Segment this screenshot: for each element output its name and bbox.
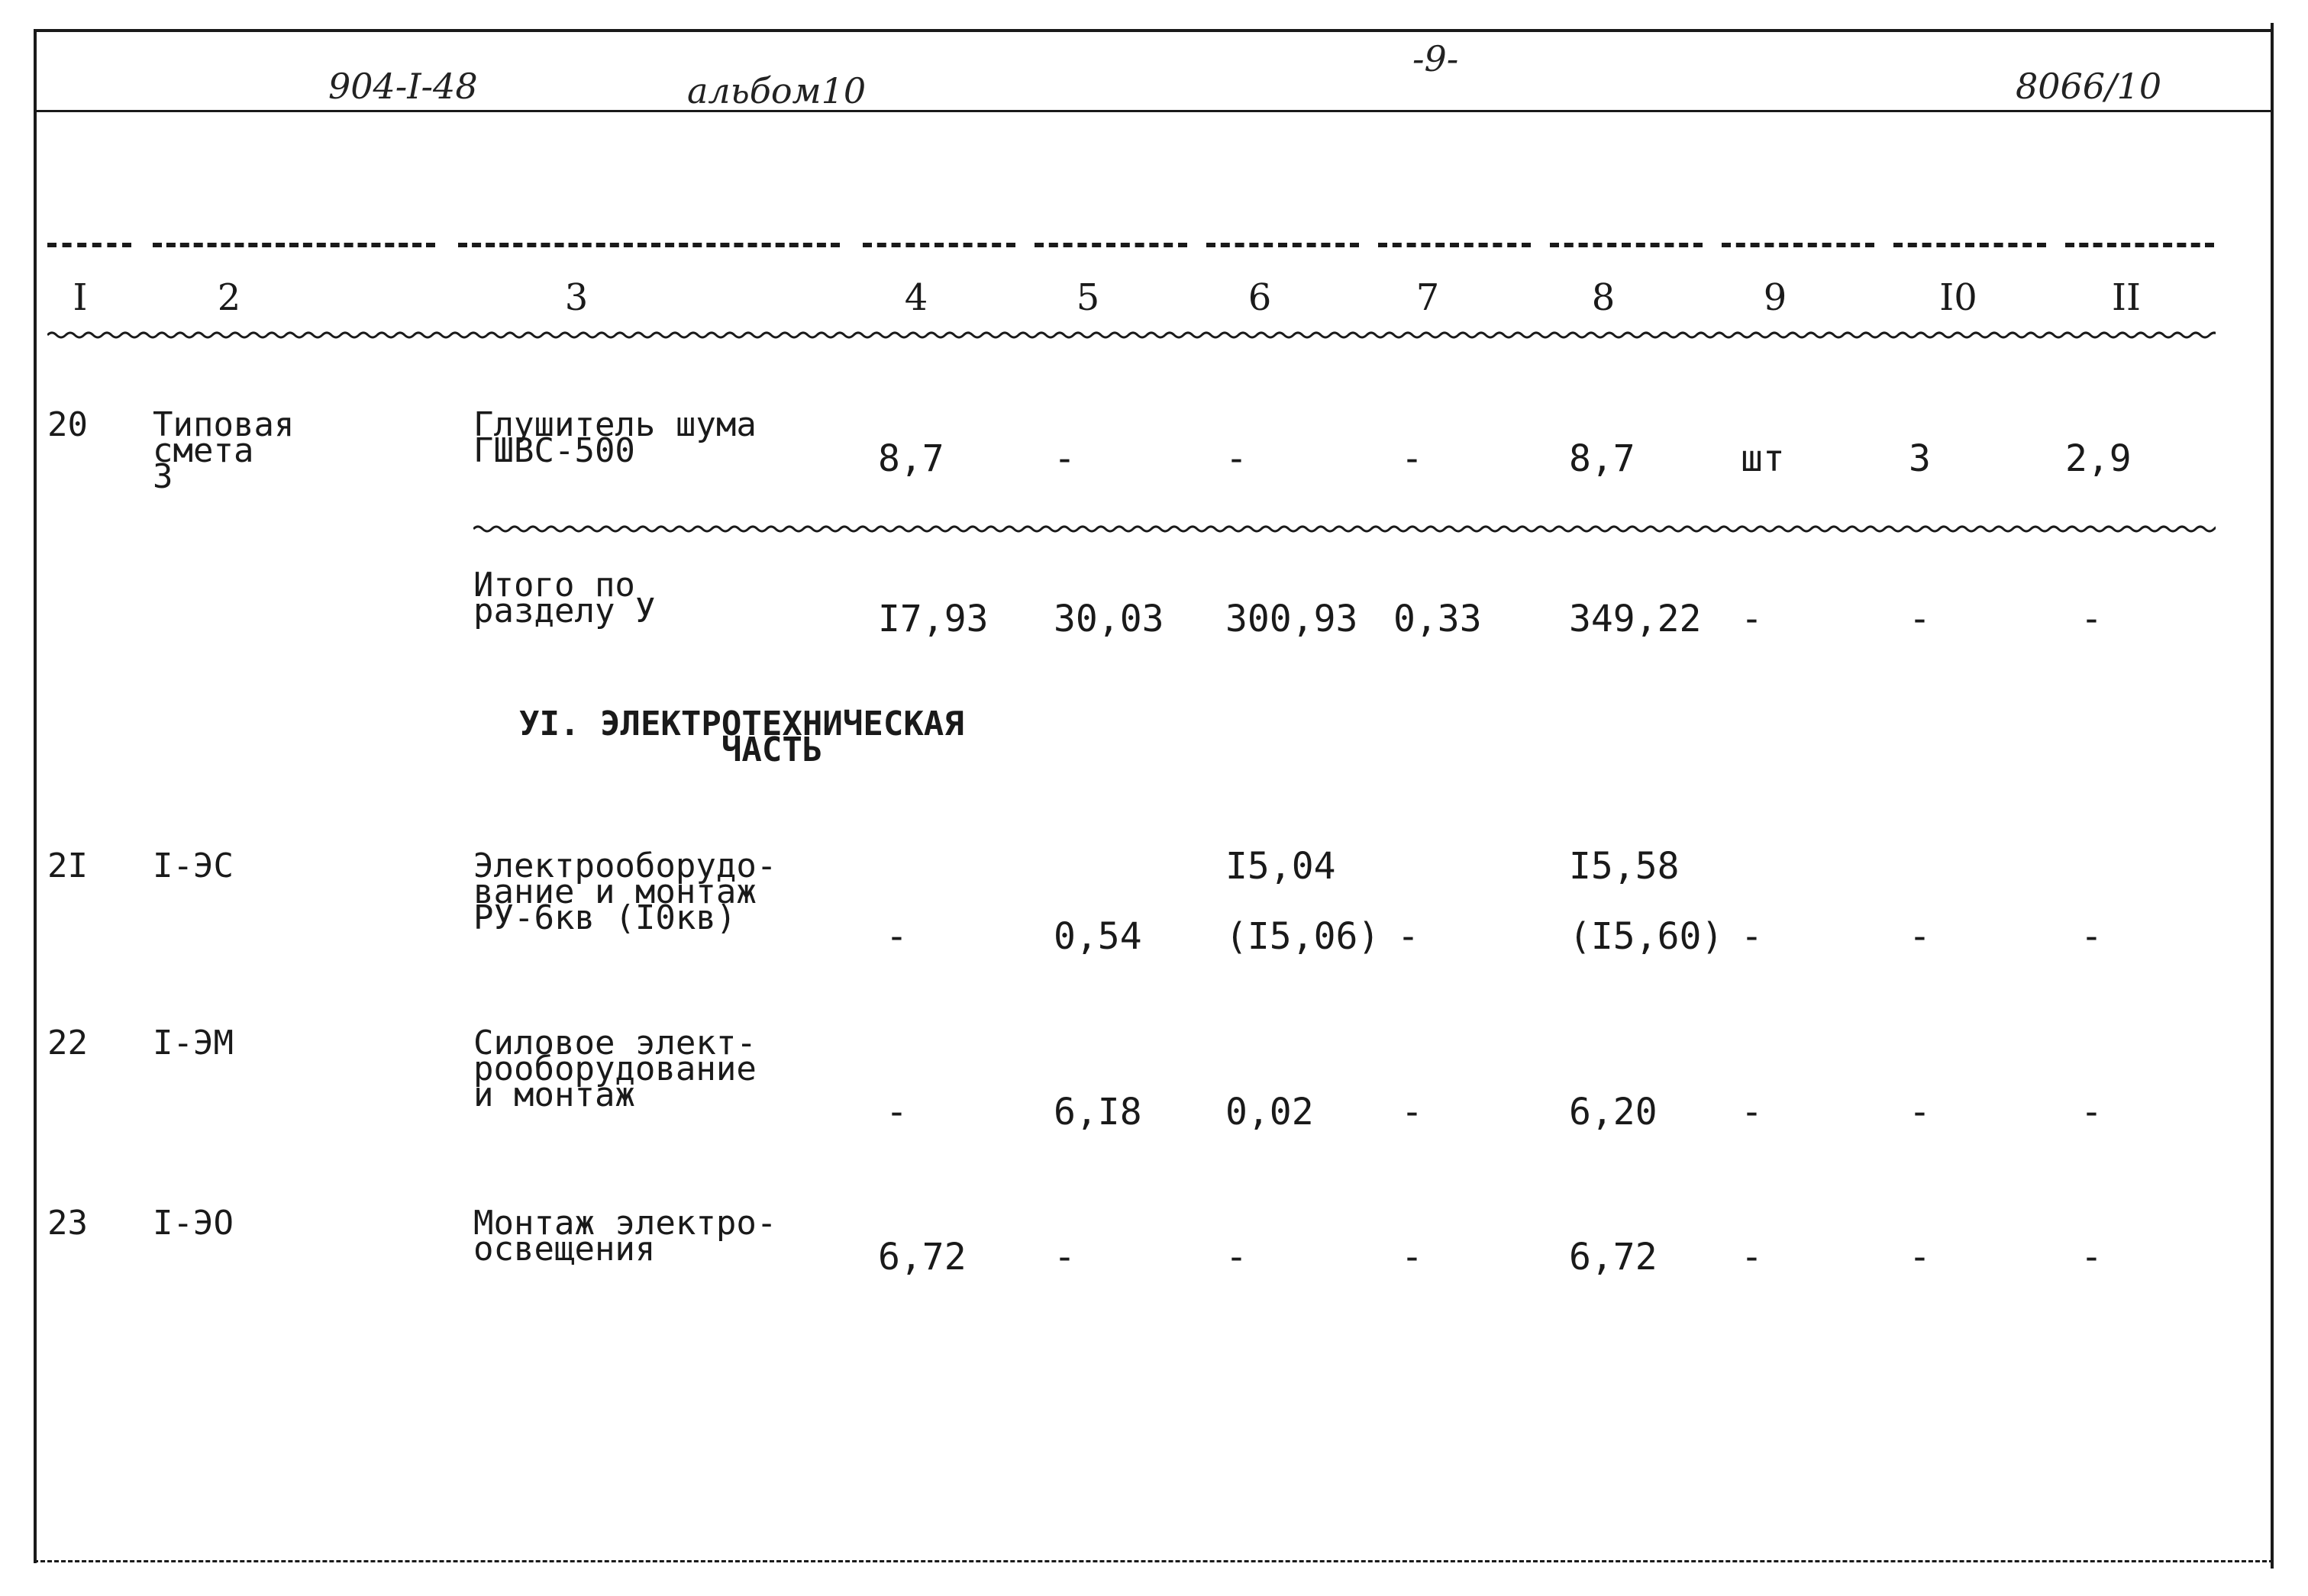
total-label: Итого по разделу У	[473, 566, 656, 630]
col-dashes	[1035, 243, 1187, 247]
row-21-name: Электрооборудо- вание и монтаж РУ-6кв (I0кв)	[473, 846, 777, 937]
row-21-c6-top: I5,04	[1225, 845, 1336, 888]
col-head-8: 8	[1591, 276, 1616, 319]
row-22-no: 22	[47, 1024, 88, 1062]
row-23-c5: -	[1054, 1236, 1076, 1278]
row-22-c5: 6,I8	[1054, 1091, 1142, 1133]
row-23-c7: -	[1401, 1236, 1423, 1278]
row-20-c7: -	[1401, 437, 1423, 480]
col-dashes	[1722, 243, 1874, 247]
row-23-c8: 6,72	[1569, 1236, 1658, 1278]
row-21-c9: -	[1741, 915, 1763, 958]
total-c8: 349,22	[1569, 598, 1702, 640]
frame-top-line	[34, 29, 2274, 32]
section-title: УI. ЭЛЕКТРОТЕХНИЧЕСКАЯ ЧАСТЬ	[519, 704, 964, 769]
col-dashes	[153, 243, 435, 247]
col-dashes	[863, 243, 1015, 247]
row-23-c9: -	[1741, 1236, 1763, 1278]
col-head-6: 6	[1248, 276, 1272, 319]
row-23-name: Монтаж электро- освещения	[473, 1204, 777, 1269]
row-23-no: 23	[47, 1204, 88, 1243]
row-23-c4: 6,72	[878, 1236, 967, 1278]
total-c6: 300,93	[1225, 598, 1358, 640]
header-wavy-rule	[47, 328, 2216, 342]
total-c7: 0,33	[1393, 598, 1482, 640]
row-21-c11: -	[2080, 915, 2103, 958]
col-head-7: 7	[1415, 276, 1440, 319]
row-22-c7: -	[1401, 1091, 1423, 1133]
col-head-1: I	[73, 276, 88, 319]
row-21-c10: -	[1909, 915, 1931, 958]
doc-code: 904-I-48	[328, 66, 478, 107]
row-20-no: 20	[47, 405, 88, 444]
row-22-c8: 6,20	[1569, 1091, 1658, 1133]
row-20-ref: Типовая смета 3	[153, 405, 295, 496]
col-dashes	[458, 243, 840, 247]
row-22-c4: -	[886, 1091, 908, 1133]
row-20-c10: 3	[1909, 437, 1931, 480]
row-22-c6: 0,02	[1225, 1091, 1314, 1133]
col-head-4: 4	[904, 276, 928, 319]
col-head-2: 2	[217, 276, 241, 319]
col-head-9: 9	[1763, 276, 1787, 319]
row-22-c10: -	[1909, 1091, 1931, 1133]
row-21-c6: (I5,06)	[1225, 915, 1380, 958]
col-dashes	[1550, 243, 1703, 247]
total-c5: 30,03	[1054, 598, 1164, 640]
row-21-c8-top: I5,58	[1569, 845, 1680, 888]
row-20-c8: 8,7	[1569, 437, 1635, 480]
col-dashes	[47, 243, 131, 247]
row-22-c9: -	[1741, 1091, 1763, 1133]
header-divider	[34, 110, 2274, 112]
row-23-c6: -	[1225, 1236, 1248, 1278]
col-dashes	[2065, 243, 2214, 247]
row-21-c8: (I5,60)	[1569, 915, 1724, 958]
row-21-ref: I-ЭС	[153, 846, 234, 885]
row-22-name: Силовое элект- рооборудование и монтаж	[473, 1024, 757, 1114]
col-dashes	[1378, 243, 1531, 247]
row-23-c11: -	[2080, 1236, 2103, 1278]
row-23-ref: I-ЭО	[153, 1204, 234, 1243]
row-20-c4: 8,7	[878, 437, 944, 480]
album-label: альбом10	[687, 70, 867, 111]
row-21-no: 2I	[47, 846, 88, 885]
row-20-c11: 2,9	[2065, 437, 2132, 480]
page-number: -9-	[1412, 38, 1459, 79]
col-head-11: II	[2112, 276, 2141, 319]
subtotal-wavy-rule	[473, 522, 2216, 536]
row-20-c6: -	[1225, 437, 1248, 480]
frame-right-line	[2271, 23, 2274, 1569]
row-20-name: Глушитель шума ГШВС-500	[473, 405, 757, 470]
row-21-c7: -	[1397, 915, 1419, 958]
frame-bottom-line	[34, 1560, 2274, 1562]
total-c10: -	[1909, 598, 1931, 640]
total-c9: -	[1741, 598, 1763, 640]
row-23-c10: -	[1909, 1236, 1931, 1278]
row-21-c5: 0,54	[1054, 915, 1142, 958]
row-20-c5: -	[1054, 437, 1076, 480]
col-head-3: 3	[564, 276, 589, 319]
col-head-10: I0	[1939, 276, 1977, 319]
col-head-5: 5	[1076, 276, 1100, 319]
col-dashes	[1893, 243, 2046, 247]
row-22-c11: -	[2080, 1091, 2103, 1133]
frame-left-line	[34, 29, 37, 1563]
row-20-c9: шт	[1741, 437, 1785, 480]
total-c4: I7,93	[878, 598, 989, 640]
total-c11: -	[2080, 598, 2103, 640]
row-21-c4: -	[886, 915, 908, 958]
col-dashes	[1206, 243, 1359, 247]
sheet-number: 8066/10	[2016, 66, 2162, 107]
row-22-ref: I-ЭМ	[153, 1024, 234, 1062]
